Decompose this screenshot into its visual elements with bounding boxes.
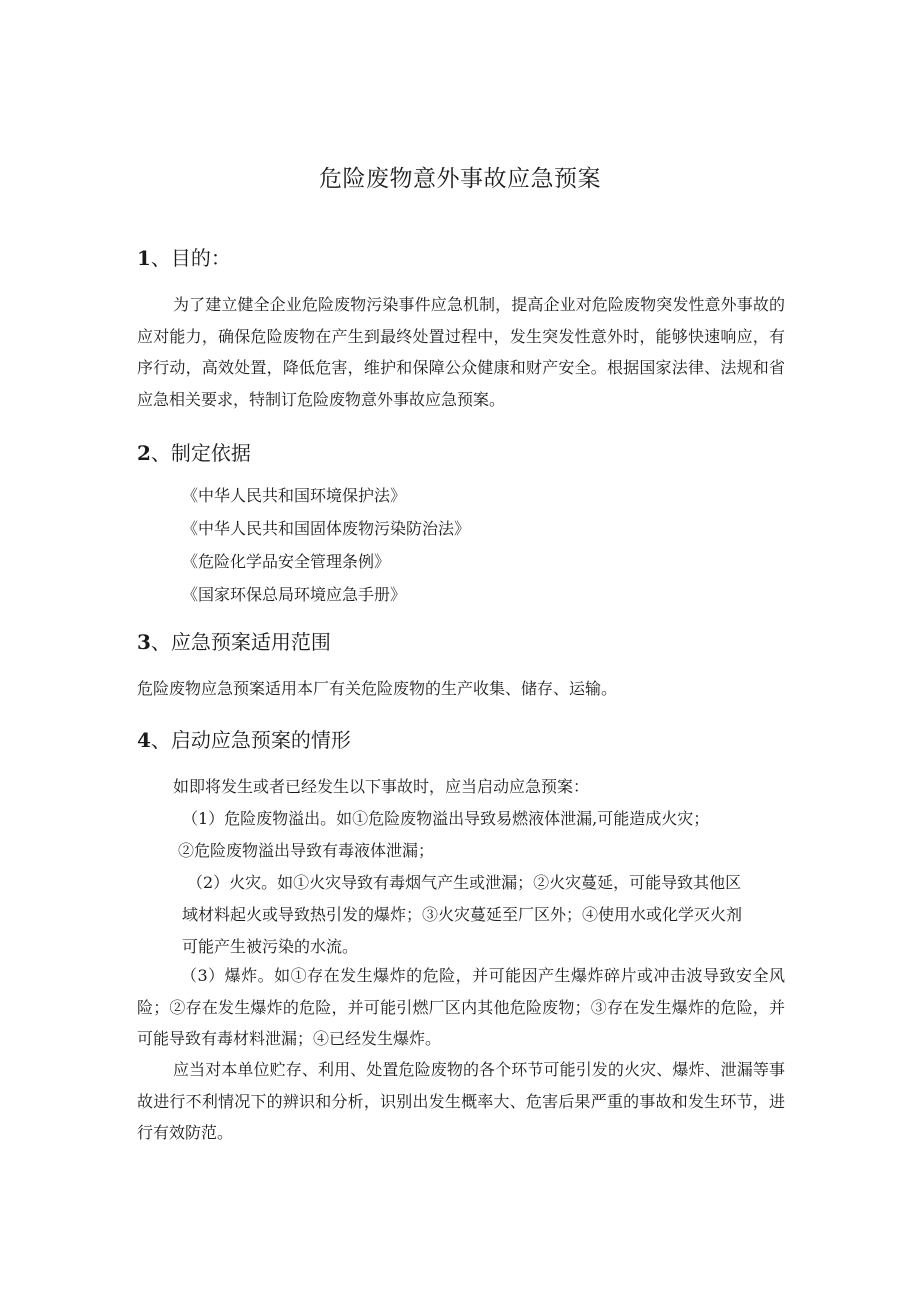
section-2-number: 2 xyxy=(137,441,151,465)
section-4-intro: 如即将发生或者已经发生以下事故时，应当启动应急预案： xyxy=(173,777,590,796)
section-3-heading xyxy=(137,626,331,655)
section-2-heading xyxy=(137,437,251,466)
document-title: 危险废物意外事故应急预案 xyxy=(319,166,601,192)
case-1-line-2: ②危险废物溢出导致有毒液体泄漏； xyxy=(178,841,435,860)
case-2-line-2: 域材料起火或导致热引发的爆炸；③火灾蔓延至厂区外；④使用水或化学灭火剂 xyxy=(182,905,743,924)
law-item: 《中华人民共和国环境保护法》 xyxy=(182,486,407,505)
section-1-heading xyxy=(137,242,231,271)
section-3-paragraph: 危险废物应急预案适用本厂有关危险废物的生产收集、储存、运输。 xyxy=(137,679,618,698)
section-1-paragraph: 为了建立健全企业危险废物污染事件应急机制，提高企业对危险废物突发性意外事故的应对能力，确保危险废物在产生到最终处置过程中，发生突发性意外时，能够快速响应，有序行动，高效处置，降低危害，维护和保障公众健康和财产安全。根据国家法律、法规和省应急相关要求，特制订危险废物意外事故应急预案。 xyxy=(137,295,785,409)
legal-basis-list xyxy=(182,484,470,616)
case-3-paragraph: （3）爆炸。如①存在发生爆炸的危险，并可能因产生爆炸碎片或冲击波导致安全风险；②存在发生爆炸的危险，并可能引燃厂区内其他危险废物；③存在发生爆炸的危险，并可能导致有毒材料泄漏；④已经发生爆炸。 xyxy=(137,966,785,1048)
law-item: 《国家环保总局环境应急手册》 xyxy=(182,585,407,604)
section-2-title: 、制定依据 xyxy=(150,441,251,465)
section-3-number: 3 xyxy=(137,630,151,654)
section-4-closing: 应当对本单位贮存、利用、处置危险废物的各个环节可能引发的火灾、爆炸、泄漏等事故进行不利情况下的辨识和分析，识别出发生概率大、危害后果严重的事故和发生环节，进行有效防范。 xyxy=(137,1060,785,1142)
section-1-title: 、目的： xyxy=(150,246,231,270)
law-item: 《危险化学品安全管理条例》 xyxy=(182,552,391,571)
case-2-line-3: 可能产生被污染的水流。 xyxy=(182,937,359,956)
case-1-line-1: （1）危险废物溢出。如①危险废物溢出导致易燃液体泄漏,可能造成火灾； xyxy=(182,809,710,828)
section-4-title: 、启动应急预案的情形 xyxy=(150,728,351,752)
law-item: 《中华人民共和国固体废物污染防治法》 xyxy=(182,519,471,538)
section-1-number: 1 xyxy=(137,246,151,270)
section-3-title: 、应急预案适用范围 xyxy=(150,630,331,654)
section-4-heading xyxy=(137,724,351,753)
case-2-line-1: （2）火灾。如①火灾导致有毒烟气产生或泄漏；②火灾蔓延，可能导致其他区 xyxy=(187,873,742,892)
section-4-number: 4 xyxy=(137,728,151,752)
